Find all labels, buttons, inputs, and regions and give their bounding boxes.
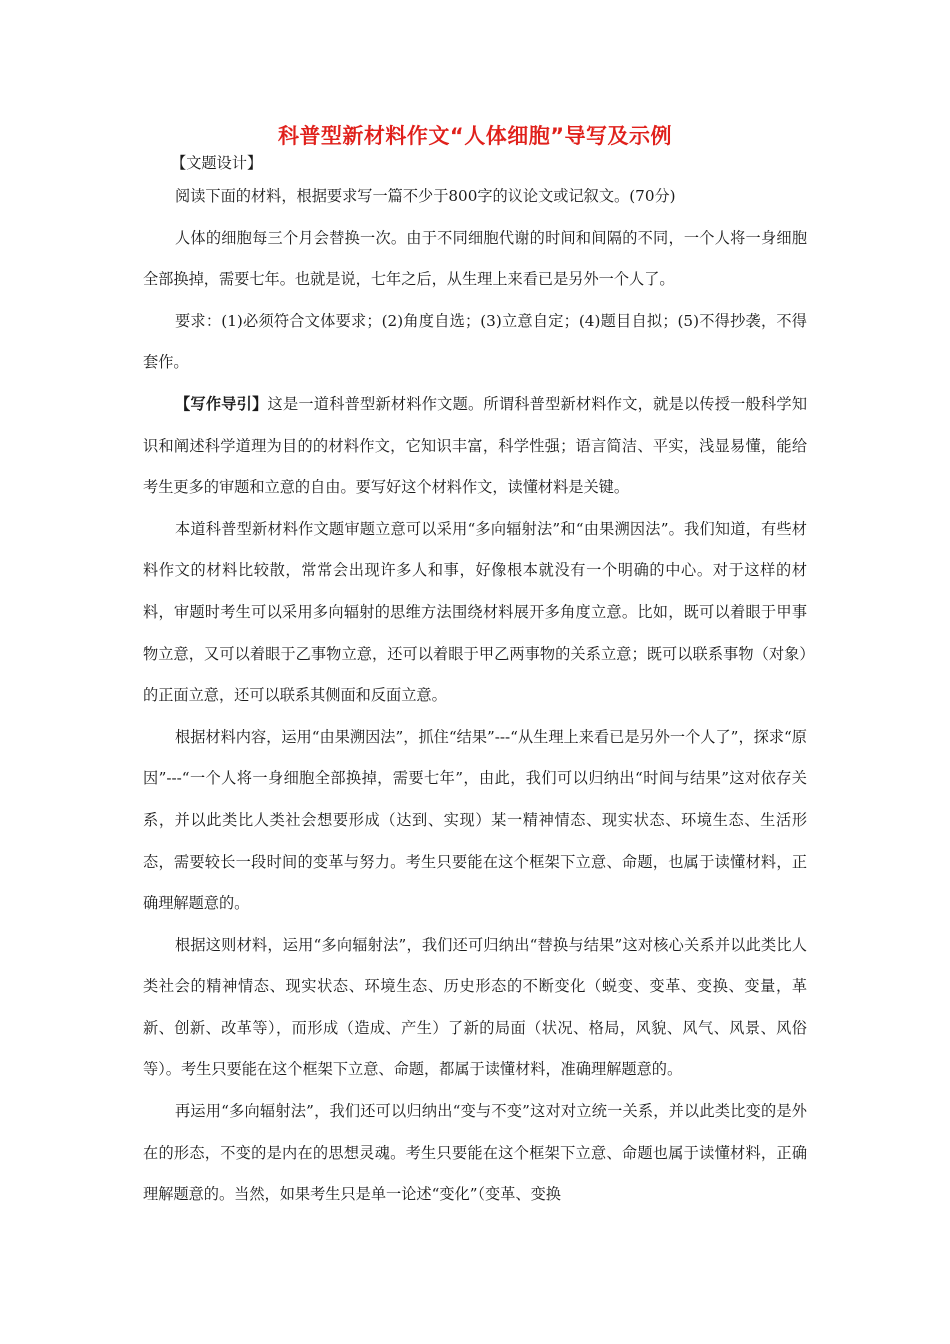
paragraph-material: 人体的细胞每三个月会替换一次。由于不同细胞代谢的时间和间隔的不同，一个人将一身细胞全部换掉，需要七年。也就是说，七年之后，从生理上来看已是另外一个人了。	[143, 228, 807, 289]
paragraph-replacement: 根据这则材料，运用“多向辐射法”，我们还可归纳出“替换与结果”这对核心关系并以此类比人类社会的精神情态、现实状态、环境生态、历史形态的不断变化（蜕变、变革、变换、变量，革新、创新、改革等），而形成（造成、产生）了新的局面（状况、格局，风貌、风气、风景、风俗等）。考生只要能在这个框架下立意、命题，都属于读懂材料，准确理解题意的。	[143, 935, 807, 1079]
section-label: 【文题设计】	[171, 154, 263, 172]
document-title: 科普型新材料作文“人体细胞”导写及示例	[277, 124, 673, 148]
paragraph-requirements: 要求：(1)必须符合文体要求；(2)角度自选；(3)立意自定；(4)题目自拟；(5)不得抄袭，不得套作。	[143, 311, 807, 372]
paragraph-method: 本道科普型新材料作文题审题立意可以采用“多向辐射法”和“由果溯因法”。我们知道，有些材料作文的材料比较散，常常会出现许多人和事，好像根本就没有一个明确的中心。对于这样的材料，审题时考生可以采用多向辐射的思维方法围绕材料展开多角度立意。比如，既可以着眼于甲事物立意，又可以着眼于乙事物立意，还可以着眼于甲乙两事物的关系立意；既可以联系事物（对象）的正面立意，还可以联系其侧面和反面立意。	[143, 519, 807, 705]
document-body	[143, 150, 807, 1216]
paragraph-change: 再运用“多向辐射法”，我们还可以归纳出“变与不变”这对对立统一关系，并以此类比变的是外在的形态，不变的是内在的思想灵魂。考生只要能在这个框架下立意、命题也属于读懂材料，正确理解题意的。当然，如果考生只是单一论述“变化”（变革、变换	[143, 1102, 807, 1204]
paragraph-instruction: 阅读下面的材料，根据要求写一篇不少于800字的议论文或记叙文。(70分)	[175, 187, 676, 205]
guide-text: 这是一道科普型新材料作文题。所谓科普型新材料作文，就是以传授一般科学知识和阐述科学道理为目的的材料作文，它知识丰富，科学性强；语言简洁、平实，浅显易懂，能给考生更多的审题和立意的自由。要写好这个材料作文，读懂材料是关键。	[143, 394, 808, 497]
paragraph-guide	[143, 384, 807, 509]
guide-label: 【写作导引】	[175, 394, 268, 413]
paragraph-cause-effect: 根据材料内容，运用“由果溯因法”，抓住“结果”---“从生理上来看已是另外一个人了”，探求“原因”---“一个人将一身细胞全部换掉，需要七年”，由此，我们可以归纳出“时间与结果”这对依存关系，并以此类比人类社会想要形成（达到、实现）某一精神情态、现实状态、环境生态、生活形态，需要较长一段时间的变革与努力。考生只要能在这个框架下立意、命题，也属于读懂材料，正确理解题意的。	[143, 727, 807, 913]
